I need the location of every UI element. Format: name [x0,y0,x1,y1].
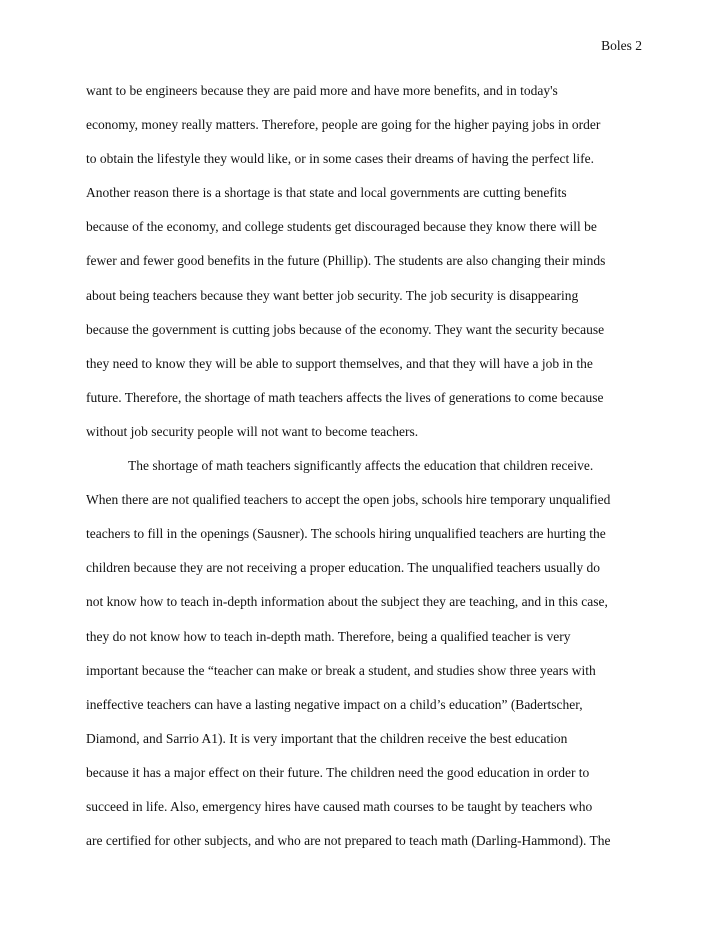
text-line: to obtain the lifestyle they would like, or in some cases their dreams of having the perfect life. [86,151,594,167]
text-line: teachers to fill in the openings (Sausner). The schools hiring unqualified teachers are hurting the [86,526,606,542]
text-line: fewer and fewer good benefits in the future (Phillip). The students are also changing their minds [86,253,606,269]
text-line: because the government is cutting jobs because of the economy. They want the security because [86,321,605,337]
paragraph-first-line: The shortage of math teachers significantly affects the education that children receive. [128,458,594,474]
text-line: Diamond, and Sarrio A1). It is very important that the children receive the best education [86,730,568,746]
running-head: Boles 2 [601,38,642,53]
text-line: ineffective teachers can have a lasting negative impact on a child’s education” (Badertscher, [86,696,583,712]
text-line: Another reason there is a shortage is that state and local governments are cutting benefits [86,185,567,201]
text-line: want to be engineers because they are paid more and have more benefits, and in today's [86,83,558,98]
text-line: are certified for other subjects, and who are not prepared to teach math (Darling-Hammond). The [86,833,611,849]
text-line: future. Therefore, the shortage of math teachers affects the lives of generations to come because [86,389,604,405]
text-line: When there are not qualified teachers to accept the open jobs, schools hire temporary unqualified [86,492,611,508]
text-line: children because they are not receiving a proper education. The unqualified teachers usually do [86,560,601,576]
text-line: because of the economy, and college students get discouraged because they know there will be [86,219,597,235]
text-line: important because the “teacher can make or break a student, and studies show three years with [86,662,596,678]
text-line: they need to know they will be able to support themselves, and that they will have a job in the [86,355,593,371]
text-line: not know how to teach in-depth information about the subject they are teaching, and in this case, [86,594,608,610]
body-text [86,82,658,866]
text-line: without job security people will not want to become teachers. [86,423,419,439]
text-line: about being teachers because they want better job security. The job security is disappearing [86,287,579,303]
text-line: succeed in life. Also, emergency hires have caused math courses to be taught by teachers who [86,798,593,814]
text-line: because it has a major effect on their future. The children need the good education in order to [86,764,590,780]
text-line: economy, money really matters. Therefore, people are going for the higher paying jobs in order [86,117,601,133]
text-line: they do not know how to teach in-depth math. Therefore, being a qualified teacher is very [86,628,571,644]
